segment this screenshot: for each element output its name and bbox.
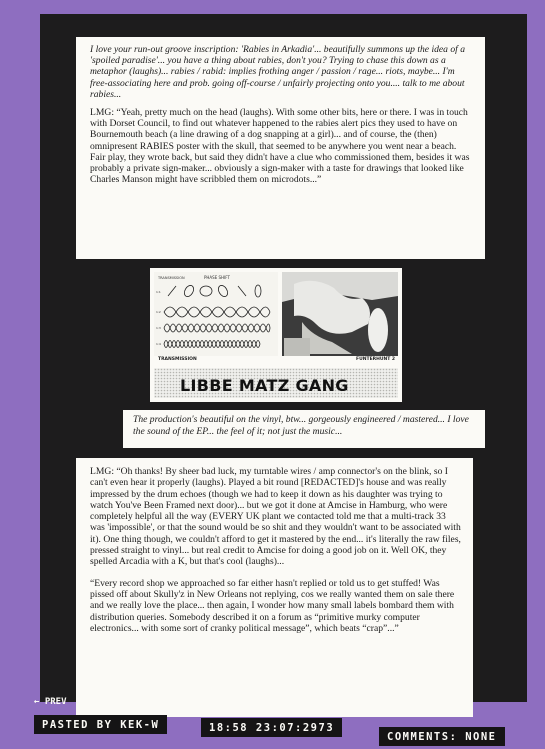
interview-question-2: The production's beautiful on the vinyl, btw... gorgeously engineered / mastered... I love the sound of the EP... the feel of it; not just the music... — [123, 410, 485, 448]
interview-answer: LMG: “Yeah, pretty much on the head (laughs). With some other bits, here or there. I was in touch with Dorset Council, to find out whatever happened to the rabies alert pics they used to have on Bournemouth beach (a line drawing of a dog snapping at a girl)... and of course, the (then) omnipresent RABIES poster with the skull, that seemed to be anywhere you went near a beach. Fair play, they wrote back, but said they didn't have a clue who commissioned them, besides it was probably a private sign-maker... obviously a sign-maker with a taste for drawings that looked like Charles Manson might have scribbled them on microdots...” — [90, 107, 470, 186]
interview-answer: LMG: “Oh thanks! By sheer bad luck, my turntable wires / amp connector's on the blink, so I can't even hear it properly (laughs). Played a bit round [REDACTED]'s house and was really impressed by the drum echoes (though we had to keep it down as his daughter was trying to watch You've Been Framed next door)... but we got it done at Amcise in Hamburg, who were completely helpful all the way (EVERY UK plant we contacted told me that a multi-track 33 was 'impossible', or that the sound would be so shit and they wouldn't want to be associated with it). One thing though, we couldn't afford to get it mastered by the end... it's literally the raw files, pressed straight to vinyl... but real credit to Amcise for doing a good job on it. Well OK, they spelled Arcadia with a K, but that's cool (laughs)... — [90, 466, 461, 568]
interview-clipping-1 — [76, 37, 485, 259]
prev-page-link[interactable]: ← PREV — [34, 697, 67, 707]
interview-question: I love your run-out groove inscription: 'Rabies in Arkadia'... beautifully summons up the idea of a 'spoiled paradise'... you have a thing about rabies, don't you? Trying to chase this down as a metaphor (laughs)... rabies / rabid: implies frothing anger / passion / rage... riots, maybe... I'm free-associating here and prob. going off-course / unfairly projecting onto you.... talk to me about rabies... — [90, 44, 466, 100]
svg-text:1:3: 1:3 — [156, 326, 161, 330]
timestamp: 18:58 23:07:2973 — [201, 718, 342, 737]
interview-answer: “Every record shop we approached so far either hasn't replied or told us to get stuffed! Was pissed off about Skully'z in New Orleans not replying, cos we really wanted them on sale there and we really love the place... then again, I wonder how many small labels bombard them with distribution queries. Somebody described it on a forum as “primitive murky computer electronics... with some sort of cranky political message”, which beats “crap”...” — [90, 577, 455, 634]
svg-text:PHASE SHIFT: PHASE SHIFT — [204, 275, 230, 280]
svg-text:TRANSMISSION: TRANSMISSION — [158, 276, 185, 280]
svg-text:1:1: 1:1 — [156, 290, 161, 294]
libbe-matz-gang-ad — [150, 268, 402, 402]
oscilloscope-diagram-image — [154, 272, 278, 356]
band-photo-image — [282, 272, 398, 356]
svg-text:1:2: 1:2 — [156, 310, 161, 314]
ad-caption-left: TRANSMISSION — [158, 357, 197, 362]
ad-image-panel — [154, 272, 398, 356]
ad-caption-right: FUNTERHUNT 2 — [356, 357, 396, 362]
comments-link[interactable]: COMMENTS: NONE — [379, 727, 505, 746]
svg-text:1:4: 1:4 — [156, 342, 161, 346]
posted-by-label: PASTED BY KEK-W — [34, 715, 167, 734]
ad-band-name: LIBBE MATZ GANG — [180, 376, 349, 395]
interview-clipping-3 — [76, 458, 473, 717]
